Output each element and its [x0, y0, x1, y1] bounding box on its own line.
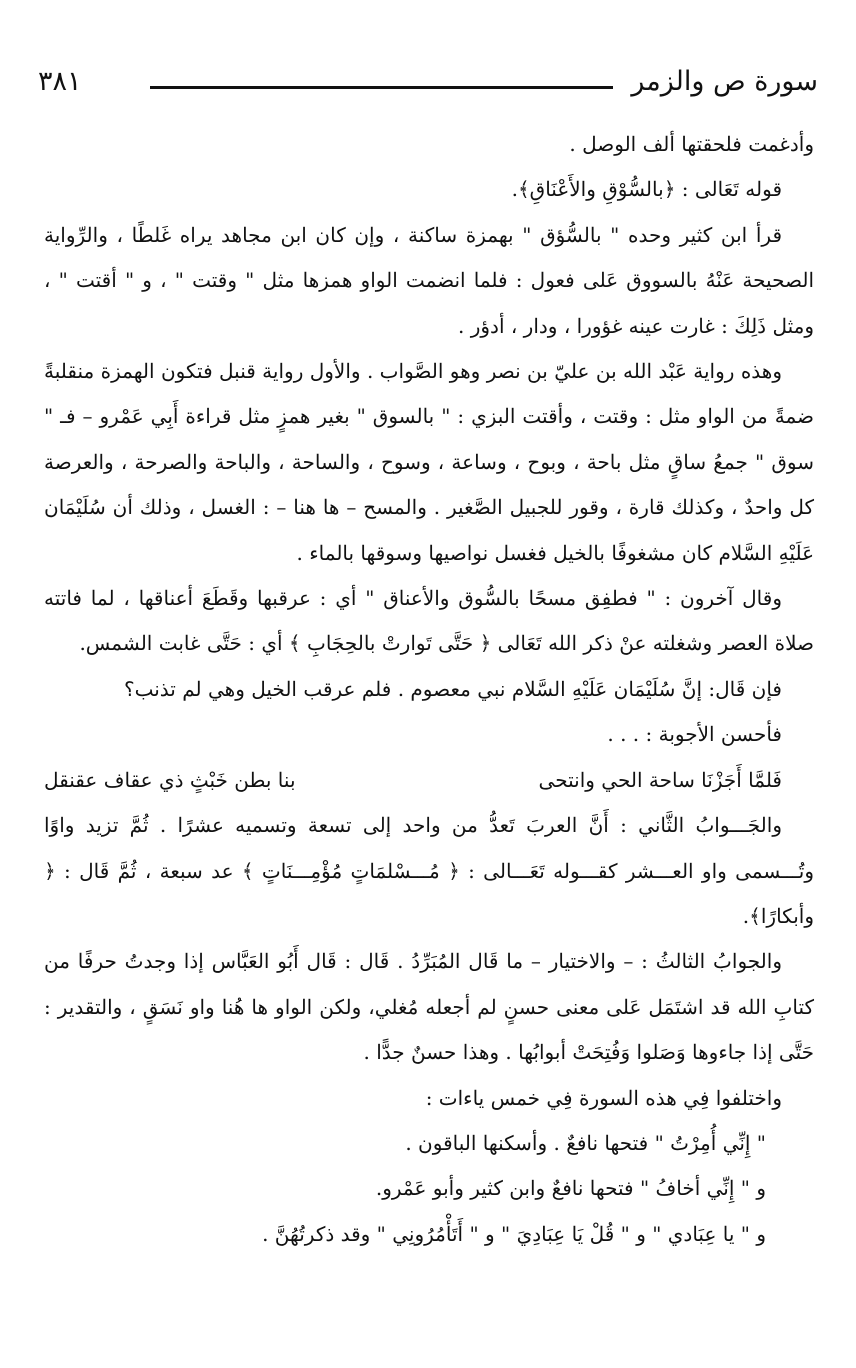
- paragraph: قوله تَعَالى : ﴿بالسُّوْقِ والأَعْنَاقِ﴾.: [511, 177, 782, 202]
- running-title: سورة ص والزمر: [631, 66, 818, 97]
- paragraph: وهذه رواية عَبْد الله بن عليّ بن نصر وهو الصَّواب . والأول رواية قنبل فتكون الهمزة منقلبةً ضمةً من الواو مثل : وقتت ، وأقتت البزي : " بالسوق " بغير همزٍ مثل قراءة أَبِي عَمْرو – فـ " سوق " جمعُ ساقٍ مثل باحة ، وبوح ، وساعة ، وسوح ، والساحة ، والباحة والصرحة ، والعرصة كل واحدٌ ، وكذلك قارة ، وقور للجبيل الصَّغير . والمسح – ها هنا – : الغسل ، وذلك أن سُلَيْمَان عَلَيْهِ السَّلام كان مشغوفًا بالخيل فغسل نواصيها وسوقها بالماء .: [44, 359, 814, 565]
- paragraph: قرأ ابن كثير وحده " بالسُّؤق " بهمزة ساكنة ، وإن كان ابن مجاهد يراه غَلطًا ، والرِّواية الصحيحة عَنْهُ بالسووق عَلى فعول : فلما انضمت الواو همزها مثل " وقتت " ، و " أقتت " ، ومثل ذَلِكَ : غارت عينه غؤورا ، ودار ، أدؤر .: [44, 222, 814, 338]
- paragraph: واختلفوا فِي هذه السورة فِي خمس ياءات :: [425, 1085, 782, 1110]
- list-item: و " يا عِبَادي " و " قُلْ يَا عِبَادِيَ " و " أَتَأْمُرُونِي " وقد ذكرتُهُنَّ .: [262, 1221, 766, 1246]
- paragraph: والجوابُ الثالثُ : – والاختيار – ما قَال المُبَرِّدُ . قَال : قَال أَبُو العَبَّاس إذا وجدتُ حرفًا من كتابِ الله قد اشتَمَل عَلى معنى حسنٍ لم أجعله مُغلي، ولكن الواو ها هُنا واو نَسَقٍ ، والتقدير : حَتَّى إذا جاءوها وَصَلوا وَفُتِحَتْ أبوابُها . وهذا حسنٌ جدًّا .: [44, 949, 814, 1065]
- page-header: [38, 62, 818, 102]
- list-item: " إِنِّي أُمِرْتُ " فتحها نافعٌ . وأسكنها الباقون .: [405, 1130, 766, 1155]
- page-number: ٣٨١: [38, 66, 82, 97]
- poetry-verse: [44, 758, 814, 803]
- page-body: [44, 122, 814, 1257]
- paragraph: والجَـــوابُ الثَّاني : أَنَّ العربَ تَعدُّ من واحد إلى تسعة وتسميه عشرًا . ثُمَّ تزيد واوًا وتُـــسمى واو العـــشر كقـــوله تَعَـــالى : ﴿ مُـــسْلمَاتٍ مُؤْمِـــنَاتٍ ﴾ عد سبعة ، ثُمَّ قَال : ﴿ وأبكارًا﴾.: [44, 813, 814, 928]
- paragraph: وقال آخرون : " فطفِق مسحًا بالسُّوق والأعناق " أي : عرقبها وقَطَعَ أعناقها ، لما فاتته صلاة العصر وشغلته عنْ ذكر الله تَعَالى ﴿ حَتَّى تَوارتْ بالحِجَابِ ﴾ أي : حَتَّى غابت الشمس.: [44, 586, 814, 656]
- paragraph: فإن قَال: إنَّ سُلَيْمَان عَلَيْهِ السَّلام نبي معصوم . فلم عرقب الخيل وهي لم تذنب؟: [123, 676, 782, 701]
- list-item: و " إِنِّي أخافُ " فتحها نافعٌ وابن كثير وأبو عَمْرو.: [375, 1176, 766, 1201]
- header-rule: [150, 86, 613, 89]
- paragraph: فأحسن الأجوبة : . . .: [607, 722, 782, 747]
- verse-second-hemistich: بنا بطن خَبْثٍ ذي عقاف عقنقل: [44, 767, 296, 792]
- paragraph: وأدغمت فلحقتها ألف الوصل .: [569, 132, 814, 156]
- verse-first-hemistich: فَلمَّا أَجَزْنَا ساحة الحي وانتحى: [538, 767, 782, 792]
